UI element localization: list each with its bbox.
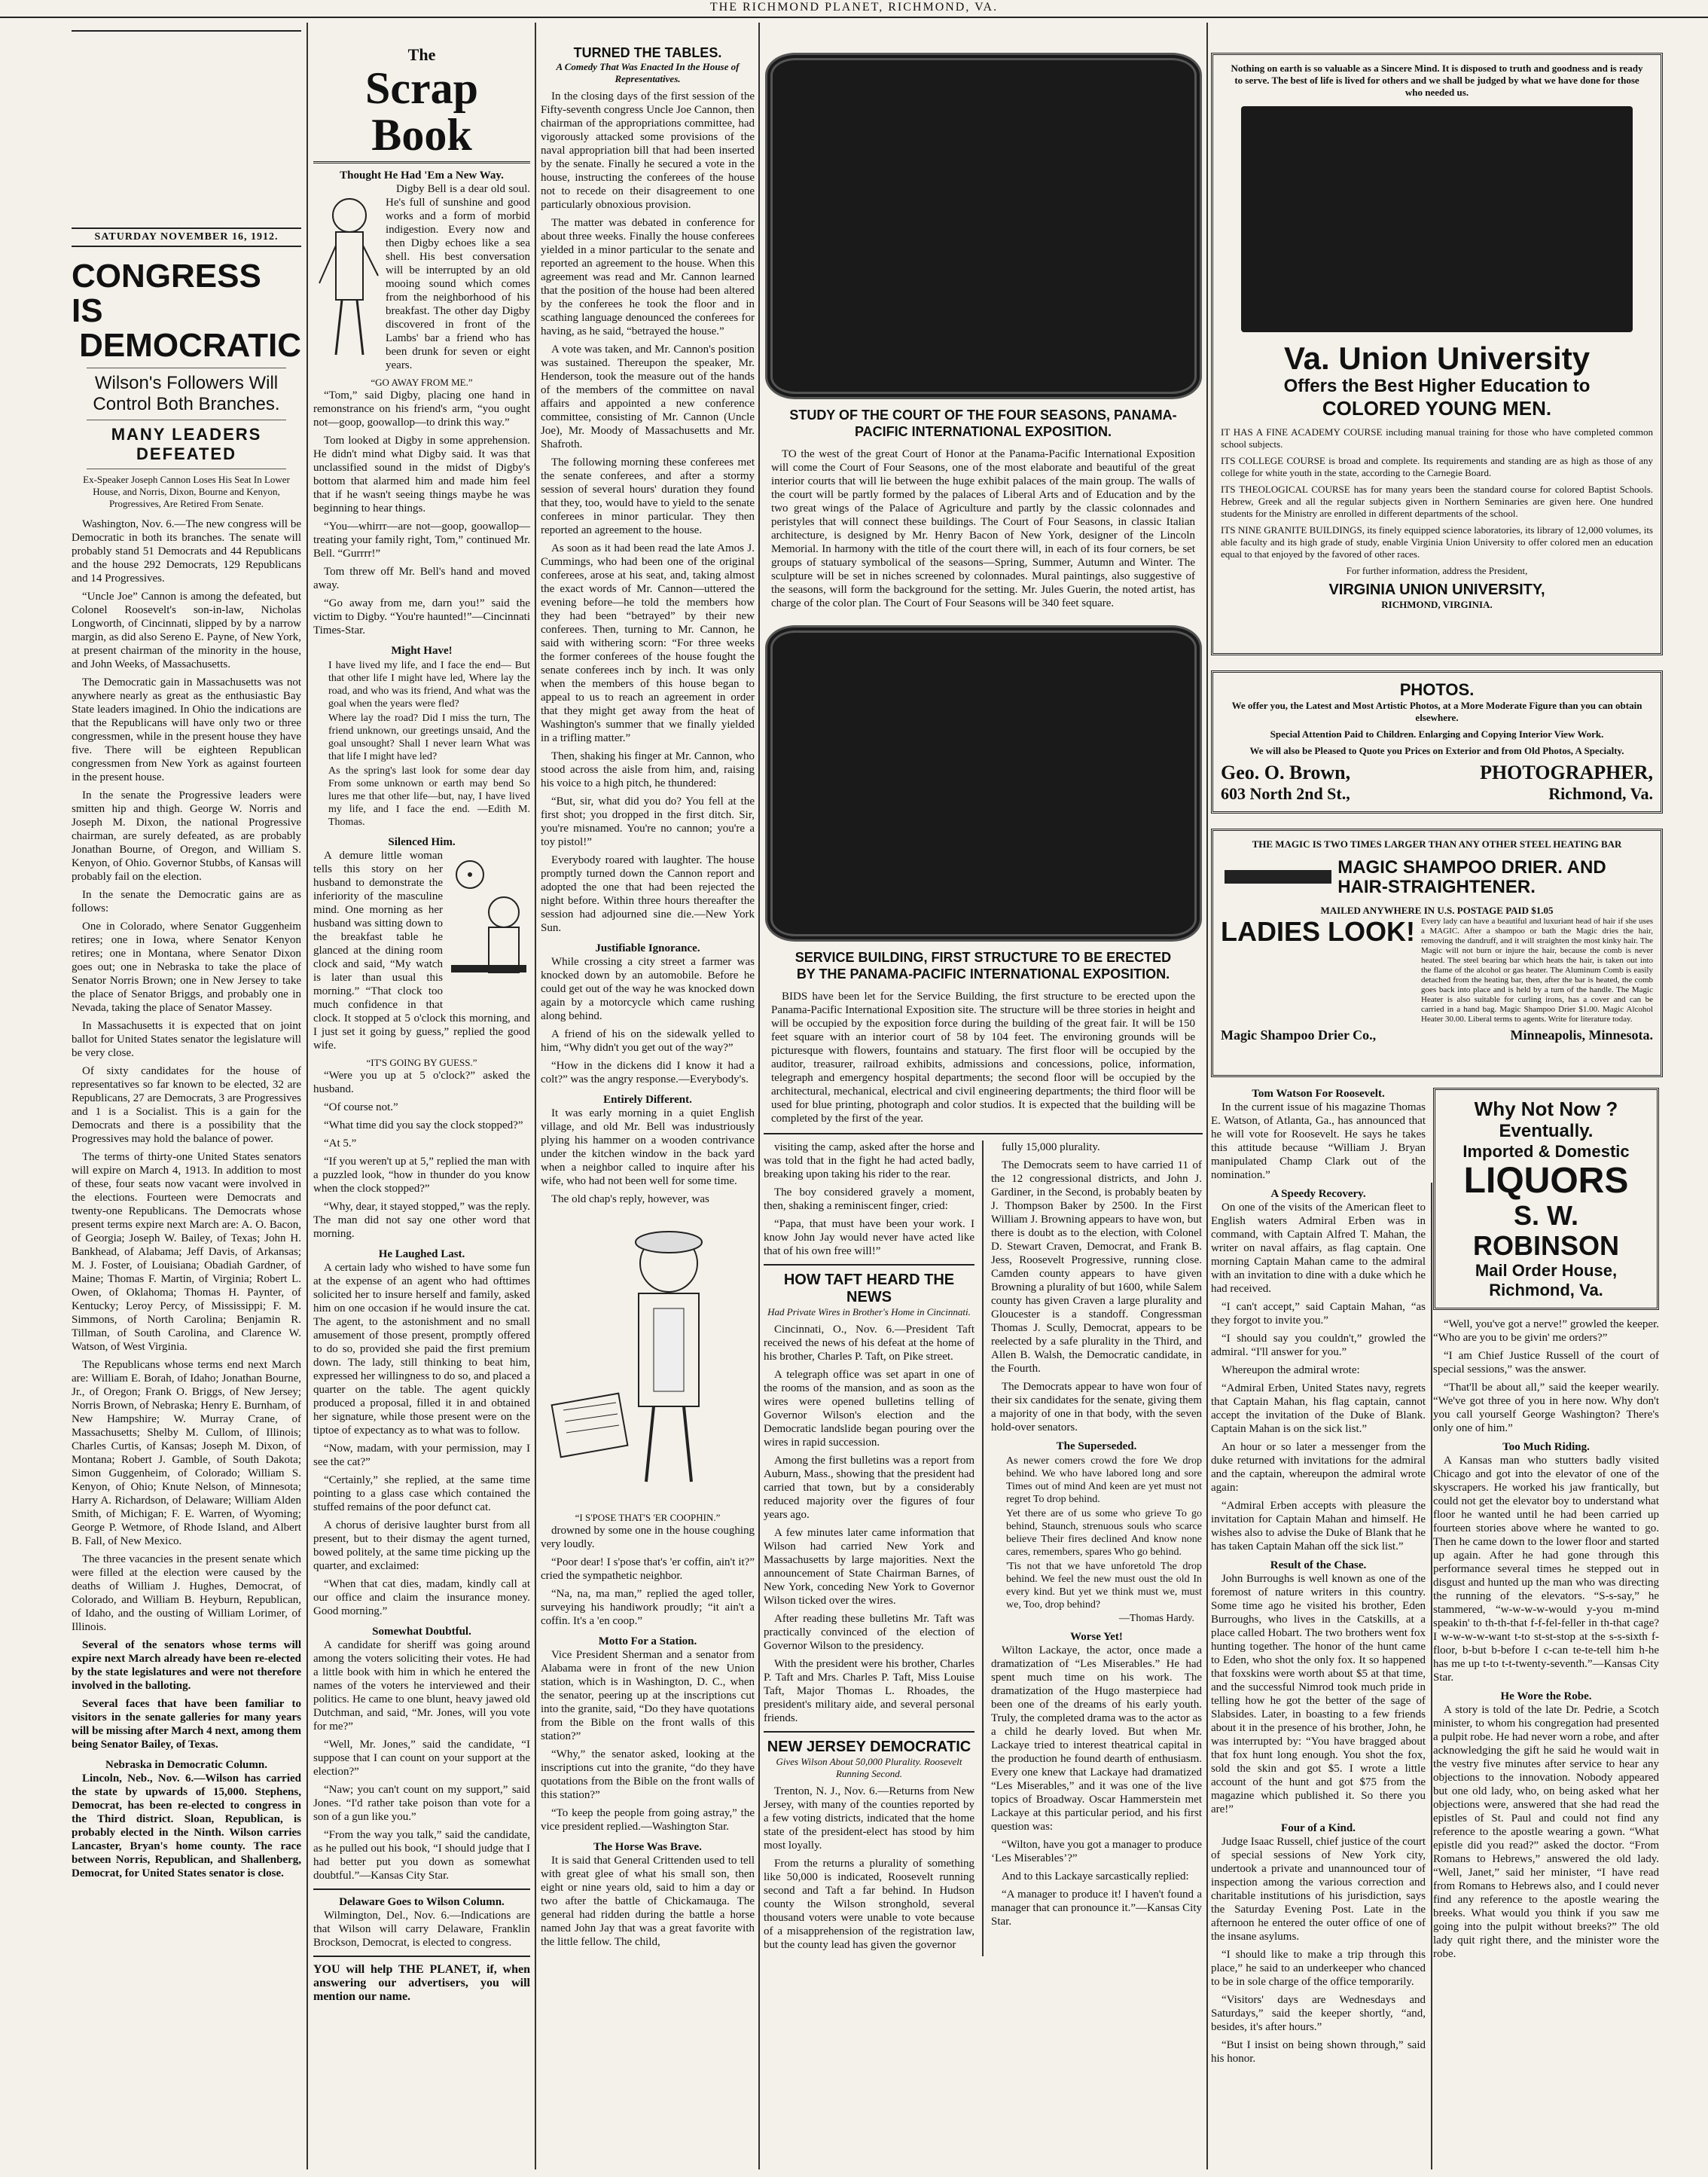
subhead: Motto For a Station. <box>598 1635 697 1647</box>
article-para: A chorus of derisive laughter burst from all present, but to their dismay the agent turned, bowed politely, at the same time picking up the quarter, and exclaimed: <box>313 1519 530 1572</box>
article-para: “When that cat dies, madam, kindly call at our office and claim the insurance money. Good morning.” <box>313 1578 530 1617</box>
university-tagline: Offers the Best Higher Education to <box>1283 376 1591 396</box>
magic-city: Minneapolis, Minnesota. <box>1510 1027 1653 1043</box>
caption: “IT'S GOING BY GUESS.” <box>366 1057 477 1068</box>
article-para: Of sixty candidates for the house of representatives so far known to be elected, 32 are Republicans, 27 are Democrats, 3 are Progressives and 1 is a Socialist. This is a gain for the Democrats and there is a possibility that the Progressives may hold the balance of power. <box>72 1065 301 1145</box>
ad-para: We will also be Pleased to Quote you Prices on Exterior and from Old Photos, A Specialty. <box>1249 745 1624 756</box>
article-para: The matter was debated in conference for about three weeks. Finally the house conferees yielded in a minor particular to the senate and reported an agreement to the house. When this agreement was read and Mr. Cannon learned that the position of the house had been altered by the conferees he took the floor and in scathing language denounced the conferees for having, as he said, “betrayed the house.” <box>541 217 755 337</box>
university-name: Va. Union University <box>1283 340 1591 376</box>
column-rule <box>982 1140 984 1956</box>
ad-intro: Nothing on earth is so valuable as a Sincere Mind. It is disposed to truth and goodness and is ready to serve. The best of life is lived for others and we shall be judged by what we have done for those who needed us. <box>1231 63 1643 98</box>
subhead: A Speedy Recovery. <box>1270 1188 1366 1200</box>
article-para: It is said that General Crittenden used to tell with great glee of what his small son, then eight or nine years old, said to him a day or two after the battle of Chickamauga. The general had ridden during the battle a horse named John Jay that was a great favorite with the little fellow. The child, <box>541 1855 755 1948</box>
cartoon-illustration <box>541 1211 755 1512</box>
subhead: Too Much Riding. <box>1502 1441 1590 1453</box>
article-para: In the senate the Progressive leaders were smitten hip and thigh. George W. Norris and Joseph M. Dixon, the national Progressive chairman, are surely defeated, as are probably Jonathan Bourne, of Oregon, and William S. Kenyon, of Ohio. Governor Stubbs, of Kansas will probably fail on the election. <box>72 789 301 883</box>
subhead: The Superseded. <box>1056 1440 1137 1452</box>
liquor-line: Mail Order House, <box>1475 1261 1618 1280</box>
service-building-photo <box>765 625 1202 942</box>
article-para: The following morning these conferees met the senate conferees, and after a stormy session of several hours' duration they found that they, too, would have to yield to the senate conferees in minor particular. They then reported an agreement to the house. <box>541 456 755 536</box>
photographer-ad <box>1211 670 1663 814</box>
article-para: A friend of his on the sidewalk yelled to him, “Why didn't you get out of the way?” <box>541 1028 755 1054</box>
drier-comb-icon <box>1221 855 1331 900</box>
article-para: “A manager to produce it! I haven't found a manager that can pronounce it.”—Kansas City Star. <box>991 1888 1202 1928</box>
article-para: A vote was taken, and Mr. Cannon's position was sustained. Thereupon the speaker, Mr. Henderson, took the measure out of the hands of the members of the committee on naval affairs and appointed a new conference committee, consisting of Mr. Cannon (Uncle Joe), Mr. Moody of Massachusetts and Mr. Shafroth. <box>541 343 755 450</box>
column-rule <box>535 23 536 2169</box>
ladies-look: LADIES LOOK! <box>1221 916 1415 947</box>
issue-date: SATURDAY NOVEMBER 16, 1912. <box>72 227 301 247</box>
scrapbook-title: Scrap Book <box>313 65 530 163</box>
article-para: “Poor dear! I s'pose that's 'er coffin, ain't it?” cried the sympathetic neighbor. <box>541 1556 755 1582</box>
deck-1: Wilson's Followers Will Control Both Branches. <box>93 373 280 414</box>
subhead: He Wore the Robe. <box>1500 1690 1592 1702</box>
article-para: “Na, na, ma man,” replied the aged toller, surveying his handiwork proudly; “it ain't a coffin. It's a 'en coop.” <box>541 1588 755 1627</box>
article-para: Wilmington, Del., Nov. 6.—Indications are that Wilson will carry Delaware, Franklin Brockson, Democrat, is elected to congress. <box>313 1910 530 1949</box>
headline: TURNED THE TABLES. <box>573 45 722 60</box>
verse: As newer comers crowd the fore We drop behind. We who have labored long and sore Times out of mind And keen are yet must not regret To drop behind. <box>1006 1455 1202 1505</box>
article-para: “What time did you say the clock stopped?” <box>324 1119 523 1131</box>
article-para: A candidate for sheriff was going around among the voters soliciting their votes. He had a little book with him in which he entered the names of the voters he interviewed and their politics. He came to one blunt, heavy jawed old Dutchman, and said, “Mr. Jones, will you vote for me?” <box>313 1639 530 1733</box>
ad-para: ITS COLLEGE COURSE is broad and complete. Its requirements and standing are as high as those of any college for white youth in the state, according to the Carnegie Board. <box>1221 455 1653 478</box>
photographer-address: 603 North 2nd St., <box>1221 784 1350 803</box>
caption: “I S'POSE THAT'S 'ER COOPHIN.” <box>575 1512 721 1523</box>
subhead: Thought He Had 'Em a New Way. <box>340 169 504 182</box>
magic-footer <box>1221 1027 1653 1043</box>
article-para: It was early morning in a quiet English village, and old Mr. Bell was industriously plying his hammer on a wooden contrivance under the kitchen window in the back yard when a neighbor called to inquire after his wife, who had not been well for some time. <box>541 1107 755 1187</box>
column-5 <box>1211 30 1663 2169</box>
ad-para: ITS NINE GRANITE BUILDINGS, its finely equipped science laboratories, its library of 12,000 volumes, its able faculty and its high grade of study, enable Virginia Union University to offer colored men an education equal to that enjoyed by the favored of other races. <box>1221 524 1653 560</box>
verse: I have lived my life, and I face the end— But that other life I might have led, Where lay the road, and who was its friend, And what was the goal when the years were fled? <box>328 660 530 710</box>
subhead: Justifiable Ignorance. <box>595 942 700 954</box>
lower-left <box>764 1140 974 1956</box>
col5-lower <box>1211 1088 1663 2070</box>
magic-mailed: MAILED ANYWHERE IN U.S. POSTAGE PAID $1.05 <box>1320 905 1554 916</box>
article-para: Among the first bulletins was a report from Auburn, Mass., showing that the president had carried that town, but by a considerably reduced majority over the figures of four years ago. <box>764 1455 974 1521</box>
liquor-line: LIQUORS <box>1463 1161 1629 1201</box>
article-para: Cincinnati, O., Nov. 6.—President Taft received the news of his defeat at the home of his brother, Charles P. Taft, on Pike street. <box>764 1324 974 1363</box>
article-para: “How in the dickens did I know it had a colt?” was the angry response.—Everybody's. <box>541 1060 755 1085</box>
article-para: John Burroughs is well known as one of the foremost of nature writers in this country. Some time ago he visited his brother, Eden Burroughs, who lives in the Catskills, at a place called Hobart. The two brothers went fox hunting together. The honor of the hunt came to Eden, who shot the only fox. It so happened that foxskins were worth about $5 at that time, and the successful Nimrod took much pride in telling how he got the better of the sage of Slabsides. Later, in boasting to a few friends about it in the presence of his brother, John, he was interrupted by: “You have bragged about that fox hunt long enough. You shot the fox, sold the skin and got $5. I wrote a little account of the hunt and got $75 from the magazine which published it. So there you are!” <box>1211 1573 1426 1815</box>
article-para: Digby Bell is a dear old soul. He's full of sunshine and good works and a form of morbid indigestion. Every now and then Digby echoes like a sea shell. His best conversation will be interrupted by an old mooing sound which comes from the neighborhood of his breakfast. The other day Digby discovered in front of the Lambs' bar a friend who has been drunk for seven or eight years. <box>386 183 530 371</box>
magic-company: Magic Shampoo Drier Co., <box>1221 1027 1377 1043</box>
magic-body <box>1221 917 1653 1024</box>
column-2 <box>313 30 530 2169</box>
article-para: “You—whirrr—are not—goop, goowallop—treating your family right, Tom,” continued Mr. Bell. “Gurrrr!” <box>313 521 530 560</box>
ad-para: IT HAS A FINE ACADEMY COURSE including manual training for those who have completed common school subjects. <box>1221 426 1653 450</box>
article-para: As soon as it had been read the late Amos J. Cummings, who had been one of the original conferees, arose at his seat, and, taking almost the exact words of Mr. Cannon—uttered the evening before—he told the members how they had been “betrayed” by their new conferees. Then, turning to Mr. Cannon, he said with withering scorn: “For three weeks the former conferees of the house fought the senate conferees inch by inch. It was only when the members of this house began to appeal to us to reach an agreement in order that they might get away from the heat of Washington's summer that we finally yielded in a trifling matter.” <box>541 542 755 744</box>
article-para: And to this Lackaye sarcastically replied: <box>1002 1870 1189 1882</box>
article-para: A demure little woman tells this story on her husband to demonstrate the inferiority of the masculine mind. One morning as her husband was sitting down to the breakfast table he glanced at the dining room clock and said, “My watch is later than usual this morning.” “That clock too much confidence in that clock. It stopped at 5 o'clock this morning, and I just set it going by guess,” replied the good wife. <box>313 850 530 1052</box>
liquor-line: S. W. ROBINSON <box>1472 1200 1619 1261</box>
liquor-line: Eventually. <box>1499 1121 1594 1141</box>
article-para: Washington, Nov. 6.—The new congress will be Democratic in both its branches. The senate will probably stand 51 Democrats and 44 Republicans and the house 292 Democrats, 129 Republicans and 14 Progressives. <box>72 518 301 585</box>
court-four-seasons-photo <box>765 53 1202 399</box>
article-para: Several faces that have been familiar to visitors in the senate galleries for many years will be missing after March 4 next, among them being Senator Bailey, of Texas. <box>72 1698 301 1751</box>
column-rule <box>1206 23 1208 2169</box>
article-para: The three vacancies in the present senate which were filled at the election were caused by the deaths of William J. Hughes, Democrat, of Colorado, and William B. Heyburn, Republican, of Idaho, and the ousting of William Lorimer, of Illinois. <box>72 1553 301 1633</box>
magic-top: THE MAGIC IS TWO TIMES LARGER THAN ANY OTHER STEEL HEATING BAR <box>1252 838 1622 850</box>
verse: Where lay the road? Did I miss the turn, The friend unknown, our greetings unsaid, And the goal unsought? Shall I never learn What was that life I might have led? <box>328 713 530 762</box>
article-para: “That'll be about all,” said the keeper wearily. “We've got three of you in here now. Why don't you call yourself George Washington? There's only one of him.” <box>1433 1382 1659 1434</box>
cartoon-illustration <box>447 852 530 1003</box>
headline: SERVICE BUILDING, FIRST STRUCTURE TO BE ERECTED BY THE PANAMA-PACIFIC INTERNATIONAL EXPOSITION. <box>795 950 1172 982</box>
article-para: “Why,” the senator asked, looking at the inscriptions cut into the granite, “do they have quotations from the Bible on the front walls of this station?” <box>541 1748 755 1801</box>
subhead: Delaware Goes to Wilson Column. <box>339 1896 505 1908</box>
article-para: “At 5.” <box>324 1137 357 1150</box>
article-para: A telegraph office was set apart in one of the rooms of the mansion, and as soon as the wires were opened bulletins telling of Governor Wilson's election and the Democratic landslide began pouring over the wires in rapid succession. <box>764 1369 974 1449</box>
article-para: A few minutes later came information that Wilson had carried New York and Massachusetts by large majorities. Next the announcement of State Chairman Barnes, of New York, conceding New York to Governor Wilson ticked over the wires. <box>764 1527 974 1607</box>
article-para: From the returns a plurality of something like 50,000 is indicated, Roosevelt running second and Taft a far behind. In Hudson county the Wilson stronghold, several thousand voters were unable to vote because of a misapprehension of the registration law, but the county lead has given the governor <box>764 1858 974 1951</box>
magic-banner <box>1221 855 1653 900</box>
lower-right <box>991 1140 1202 1956</box>
headline-2: DEMOCRATIC <box>79 327 301 364</box>
article-para: “Were you up at 5 o'clock?” asked the husband. <box>313 1070 530 1095</box>
subhead: Tom Watson For Roosevelt. <box>1252 1088 1385 1100</box>
article-para: In the senate the Democratic gains are as follows: <box>72 889 301 914</box>
article-para: Everybody roared with laughter. The house promptly turned down the Cannon report and adopted the one that had been rejected the night before. Within three hours thereafter the session had adjourned sine die.—New York Sun. <box>541 854 755 934</box>
article-para: visiting the camp, asked after the horse and was told that in the fight he had acted badly, breaking upon taking his rider to the rear. <box>764 1141 974 1180</box>
article-para: “Certainly,” she replied, at the same time pointing to a glass case which contained the stuffed remains of the poor defunct cat. <box>313 1474 530 1513</box>
article-para: One in Colorado, where Senator Guggenheim retires; one in Iowa, where Senator Kenyon retires; one in Montana, where Senator Dixon goes out; one in Nebraska to take the place of Senator Norris Brown; one in New Jersey to take the place of Senator Briggs, and probably one in Nevada, taking the place of Senator Massey. <box>72 921 301 1014</box>
magic-name: MAGIC SHAMPOO DRIER. AND HAIR-STRAIGHTENER. <box>1337 857 1606 897</box>
article-para: “To keep the people from going astray,” the vice president replied.—Washington Star. <box>541 1807 755 1833</box>
article-para: The Republicans whose terms end next March are: William E. Borah, of Idaho; Jonathan Bourne, Jr., of Oregon; Frank O. Briggs, of New Jersey; Norris Brown, of Nebraska; Henry E. Burnham, of New Hampshire; W. Murray Crane, of Massachusetts; Shelby M. Cullom, of Illinois; Charles Curtis, of Kansas; Joseph M. Dixon, of Montana; Robert J. Gamble, of South Dakota; Simon Guggenheim, of Colorado; William S. Kenyon, of Ohio; Knute Nelson, of Minnesota; Harry A. Richardson, of Delaware; William Alden Smith, of Michigan; F. E. Warren, of Wyoming; George P. Wetmore, of Rhode Island, and Albert B. Fall, of New Mexico. <box>72 1359 301 1547</box>
verse: Yet there are of us some who grieve To go behind, Staunch, strenuous souls who scarce believe Their fires declined And know none cares, remembers, spares Who go behind. <box>1006 1508 1202 1558</box>
deck: Gives Wilson About 50,000 Plurality. Roosevelt Running Second. <box>776 1756 962 1779</box>
deck-3: Ex-Speaker Joseph Cannon Loses His Seat In Lower House, and Norris, Dixon, Bourne and Kenyon, Progressives, Are Retired From Senate. <box>83 474 290 509</box>
article-para: “Tom,” said Digby, placing one hand in remonstrance on his friend's arm, “you ought not—goop, goowallop—to drink this way.” <box>313 389 530 429</box>
article-para: The old chap's reply, however, was <box>551 1193 709 1205</box>
ad-para: Special Attention Paid to Children. Enlarging and Copying Interior View Work. <box>1270 728 1604 740</box>
article-para: TO the west of the great Court of Honor at the Panama-Pacific International Exposition will come the Court of Four Seasons, one of the most elaborate and beautiful of the great interior courts that will lie between the huge exhibit palaces of the main group. The walls of the court will be partly formed by the palaces of Liberal Arts and of Education and by the two great wings of the Palace of Agriculture and partly by the classic colonnades and peristyles that will connect these buildings. The Court of Four Seasons, in classic Italian architecture, is designed by Mr. Henry Bacon of New York, designer of the Lincoln Memorial. In harmony with the title of the court there will, in each of its four corners, be set groups of statuary symbolical of the seasons—Spring, Summer, Autumn and Winter. The sculpture will be set in niches screened by colonnades. Mural paintings, also suggestive of the seasons, will form the background for the setting. Mr. Jules Guerin, the noted artist, has charge of the color plan. The Court of Four Seasons will be 340 feet square. <box>771 448 1195 609</box>
article-para: The terms of thirty-one United States senators will expire on March 4, 1913. In addition to most of these, four seats now vacant were involved in the elections. Fourteen were Democrats and twenty-one Republicans. The Democrats whose present terms expire next March are: A. O. Bacon, of Georgia; Joseph W. Bailey, of Texas; John H. Bankhead, of Alabama; Jeff Davis, of Arkansas; M. J. Foster, of Louisiana; Obadiah Gardner, of Maine; Thomas F. Martin, of Virginia; Robert L. Owen, of Oklahoma; Thomas H. Paynter, of Kentucky; Leroy Percy, of Mississippi; F. M. Simmons, of North Carolina; Benjamin R. Tillman, of South Carolina, and Clarence W. Watson, of West Virginia. <box>72 1151 301 1353</box>
column-rule <box>758 23 760 2169</box>
subhead: Four of a Kind. <box>1281 1822 1356 1834</box>
deck: Had Private Wires in Brother's Home in Cincinnati. <box>767 1306 971 1317</box>
article-para: “I should say you couldn't,” growled the admiral. “I'll answer for you.” <box>1211 1333 1426 1358</box>
university-photo <box>1241 106 1633 332</box>
deck-2: MANY LEADERS DEFEATED <box>111 425 262 463</box>
article-para: Tom looked at Digby in some apprehension. He didn't mind what Digby said. It was that unclassified sound in the midst of Digby's bottom that alarmed him and made him feel that if he wasn't seeing things maybe he was beginning to hear things. <box>313 435 530 514</box>
article-para: Judge Isaac Russell, chief justice of the court of special sessions of New York city, undertook a private and unannounced tour of inspection among the various correction and charitable institutions of his jurisdiction, says the Saturday Evening Post. Late in the afternoon he entered the outer office of one of the insane asylums. <box>1211 1836 1426 1943</box>
headline: STUDY OF THE COURT OF THE FOUR SEASONS, PANAMA-PACIFIC INTERNATIONAL EXPOSITION. <box>789 408 1177 439</box>
university-tagline: COLORED YOUNG MEN. <box>1322 397 1552 420</box>
article-para: “Uncle Joe” Cannon is among the defeated, but Colonel Roosevelt's son-in-law, Nicholas Longworth, of Cincinnati, slipped by by a narrow margin, as did also Sereno E. Payne, of New York, at present chairman of the minority in the house, and John Weeks, of Massachusetts. <box>72 591 301 670</box>
article-para: On one of the visits of the American fleet to English waters Admiral Erben was in command, with Captain Alfred T. Mahan, the writer on naval affairs, as flag captain. One morning Captain Mahan came to the admiral with an invitation to dine with a duke which he had received. <box>1211 1201 1426 1295</box>
article-para: “Well, Mr. Jones,” said the candidate, “I suppose that I can count on your support at the election?” <box>313 1739 530 1778</box>
article-para: “Wilton, have you got a manager to produce ‘Les Miserables’?” <box>991 1839 1202 1864</box>
article-para: The Democrats seem to have carried 11 of the 12 congressional districts, and John J. Gardiner, in the Second, is probably beaten by J. Thompson Baker by 2500. In the First William J. Browning appears to have won, but there is doubt as to the election, with Colonel D. Stewart Craven, Democrat, and Frank B. Jess, Roosevelt Progressive, running close. Camden county appears to have given Browning a plurality of but 1600, while Salem county has given Craven a large plurality and Gloucester is a standoff. Congressman Thomas J. Scully, Democrat, appears to be reelected by a safe plurality in the Third, and Allen B. Walsh, the Democratic candidate, in the Fourth. <box>991 1159 1202 1375</box>
photographer-title: PHOTOGRAPHER, <box>1480 762 1653 783</box>
article-para: BIDS have been let for the Service Building, the first structure to be erected upon the Panama-Pacific International Exposition site. The structure will be three stories in height and will be occupied by the exposition force during the building of the great fair. It will be 150 feet square with an interior court of 58 by 104 feet. The environing grounds will be picturesque with flowers, fountains and statuary. The first floor will be occupied by the auditor, treasurer, railroad exhibits, admissions and concessions, police, information, telegraph and emergency hospital departments; the second floor will be occupied by the architectural, mechanical, electrical and civil engineering departments; the third floor will be used for blue printing, photograph and color studios. It is expected that the building will be completed by the first of the year. <box>771 991 1195 1125</box>
article-para: In Massachusetts it is expected that on joint ballot for United States senator the legislature will be very close. <box>72 1020 301 1059</box>
article-para: “I can't accept,” said Captain Mahan, “as they forgot to invite you.” <box>1211 1301 1426 1327</box>
headline-1: CONGRESS IS <box>72 258 261 329</box>
article-para: Several of the senators whose terms will expire next March already have been re-elected by the state legislatures and were not therefore involved in the balloting. <box>72 1639 301 1692</box>
column-4 <box>764 30 1203 2169</box>
subhead: The Horse Was Brave. <box>593 1841 702 1853</box>
magic-drier-ad <box>1211 829 1663 1077</box>
ad-para: We offer you, the Latest and Most Artistic Photos, at a More Moderate Figure than you can obtain elsewhere. <box>1231 700 1642 723</box>
subhead: Somewhat Doubtful. <box>372 1626 471 1638</box>
signature: —Thomas Hardy. <box>1118 1613 1194 1624</box>
article-para: “But I insist on being shown through,” said his honor. <box>1211 2039 1426 2065</box>
column-3 <box>541 30 755 2169</box>
article-para: A story is told of the late Dr. Pedrie, a Scotch minister, to whom his congregation had presented a pulpit robe. He had never worn a robe, and after acknowledging the gift he said he would wait in the vestry five minutes after service to hear any objections to the innovation. Nobody appeared but one old lady, who, on being asked what her objections were, answered that she had read the epistles of St. Paul and could not find any reference to the apostle wearing a gown. “What epistle did you read?” asked the doctor. “From Romans to Hebrews,” answered the old lady. “Well, Janet,” said her minister, “I have read from Romans to Hebrews also, and I could never find any reference to the apostle wearing the breeks. What would you think if you saw me going into the pulpit without breeks?” The old lady quit right there, and the minister wore the robe. <box>1433 1704 1659 1960</box>
masthead: THE RICHMOND PLANET, RICHMOND, VA. <box>0 0 1708 18</box>
column-rule <box>307 23 308 2169</box>
article-para: drowned by some one in the house coughing very loudly. <box>541 1525 755 1550</box>
photos-heading: PHOTOS. <box>1399 680 1475 699</box>
deck: A Comedy That Was Enacted In the House of Representatives. <box>556 61 740 84</box>
subhead: Result of the Chase. <box>1270 1559 1367 1571</box>
scrapbook-the: The <box>407 45 436 64</box>
subhead: He Laughed Last. <box>378 1248 465 1260</box>
article-para: While crossing a city street a farmer was knocked down by an automobile. Before he could get out of the way he was knocked down again by a motorcycle which came rushing along behind. <box>541 956 755 1022</box>
article-para: “Now, madam, with your permission, may I see the cat?” <box>313 1443 530 1468</box>
subhead: Silenced Him. <box>388 836 456 848</box>
article-para: “Why, dear, it stayed stopped,” was the reply. The man did not say one other word that morning. <box>313 1201 530 1240</box>
article-para: “From the way you talk,” said the candidate, as he pulled out his book, “I should judge that I had better put you down as somewhat doubtful.”—Kansas City Star. <box>313 1829 530 1882</box>
article-para: “Well, you've got a nerve!” growled the keeper. “Who are you to be givin' me orders?” <box>1433 1318 1659 1344</box>
col6 <box>1433 1088 1659 2070</box>
ad-para: ITS THEOLOGICAL COURSE has for many years been the standard course for colored Baptist Schools. Hebrew, Greek and all the regular subjects given in Northern Seminaries are given here. One hundred students for the Ministry are enrolled in different departments of the school. <box>1221 484 1653 519</box>
photographer-address-line <box>1221 784 1653 804</box>
article-para: Then, shaking his finger at Mr. Cannon, who stood across the aisle from him, and, raising his voice to a high pitch, he thundered: <box>541 750 755 789</box>
article-para: The Democratic gain in Massachusetts was not anywhere nearly as great as the enthusiastic Bay State leaders imagined. In Ohio the indications are that the Republicans will have only two or three congressmen, while in the present house they have five. There will be eighteen Republican congressmen from New York as against fourteen in the present house. <box>72 676 301 783</box>
article-para: Wilton Lackaye, the actor, once made a dramatization of “Les Miserables.” He had spent much time on his work. The dramatization of the Hugo masterpiece had been one of the dreams of his early youth. Truly, the completed drama was to the actor as a child he dearly loved. But when Mr. Lackaye tried to interest theatrical capital in the production he found dearth of enthusiasm. Every one knew that Lackaye had dramatized “Les Miserables,” and it was one of the live topics of Broadway. Oscar Hammerstein met Lackaye at this particular period, and his first question was: <box>991 1644 1202 1833</box>
photographer-city: Richmond, Va. <box>1548 784 1653 803</box>
article-para: A Kansas man who stutters badly visited Chicago and got into the elevator of one of the skyscrapers. He worked his jaw frantically, but could not get the elevator boy to understand what floor he wanted until he had been carried up fourteen stories above where he wanted to go. Then he came down to the lower floor and started up again. After he had gone through this performance several times he stepped out in disgust and hunted up the man who was directing the running of the elevators. “S-s-say,” he stammered, “w-w-w-w-would y-you m-mind speakin' to th-th-that f-f-fel-feller in th-that cage? I w-w-w-w-want t-to st-st-stop at the s-s-sixth f-floor, b-but b-before I c-can te-te-tell him h-he has me up t-to t-t-twenty-seventh.”—Kansas City Star. <box>1433 1455 1659 1684</box>
article-para: The boy considered gravely a moment, then, shaking a reminiscent finger, cried: <box>764 1186 974 1212</box>
article-para: “Naw; you can't count on my support,” said Jones. “I'd rather take poison than vote for a son of a gun like you.” <box>313 1784 530 1823</box>
photographer-name: Geo. O. Brown, <box>1221 762 1351 783</box>
article-para: “I am Chief Justice Russell of the court of special sessions,” was the answer. <box>1433 1350 1659 1376</box>
subhead: Worse Yet! <box>1070 1631 1123 1643</box>
university-city: RICHMOND, VIRGINIA. <box>1381 599 1493 610</box>
ad-para: For further information, address the President, <box>1346 565 1528 576</box>
subhead: Nebraska in Democratic Column. <box>105 1759 267 1771</box>
liquor-line: Why Not Now ? <box>1474 1098 1618 1120</box>
verse: 'Tis not that we have unforetold The drop behind. We feel the new must oust the old In every kind. But yet we think must we, must we, Too, drop behind? <box>1006 1561 1202 1611</box>
article-para: Whereupon the admiral wrote: <box>1222 1364 1360 1376</box>
article-para: “I should like to make a trip through this place,” he said to an underkeeper who chanced to be in sole charge of the office temporarily. <box>1211 1949 1426 1988</box>
article-para: Vice President Sherman and a senator from Alabama were in front of the new Union station, which is in Washington, D. C., when the senator, peering up at the inscriptions cut into the granite, said, “Do they have quotations from the Bible on the front walls of this station?” <box>541 1649 755 1742</box>
article-para: “Go away from me, darn you!” said the victim to Digby. “You're haunted!”—Cincinnati Times-Star. <box>313 597 530 637</box>
headline: NEW JERSEY DEMOCRATIC <box>767 1739 971 1755</box>
liquor-line: Imported & Domestic <box>1462 1142 1630 1161</box>
subhead: Might Have! <box>391 645 453 657</box>
liquor-ad <box>1433 1088 1659 1310</box>
headline: HOW TAFT HEARD THE NEWS <box>783 1272 955 1305</box>
article-para: “Visitors' days are Wednesdays and Saturdays,” said the keeper shortly, “and, besides, it's after hours.” <box>1211 1994 1426 2033</box>
ad-para: Every lady can have a beautiful and luxuriant head of hair if she uses a MAGIC. After a shampoo or bath the Magic dries the hair, removing the dandruff, and it will straighten the most kinky hair. The Magic will not burn or injure the hair, because the comb is never heated. The steel bearing bar which heats the hair, is taken out into the flame of the alcohol or gas heater. The Aluminum Comb is easily detached from the heating bar, then, after the bar is heated, the comb goes back into place and is held by a turn of the handle. The Magic Heater is also suitable for curling irons, has a cover and can be carried in a hand bag. Magic Shampoo Drier $1.00. Magic Alcohol Heater 30.00. Liberal terms to agents. Write for literature today. <box>1421 917 1653 1024</box>
article-para: “Of course not.” <box>324 1101 398 1113</box>
article-para: “Admiral Erben accepts with pleasure the invitation for Captain Mahan and himself. He wishes also to advise the Duke of Blank that he has taken Captain Mahan off the sick list.” <box>1211 1500 1426 1553</box>
article-para: A certain lady who wished to have some fun at the expense of an agent who had ofttimes solicited her to insure herself and family, asked him on one occasion if he would insure the cat. The agent, to the astonishment and no small amusement of those present, promptly offered to do so, provided she paid the first premium down. The lady, still thinking to beat him, expressed her willingness to do so, and placed a quarter on the table. The agent quickly produced a proposal, filled it in and obtained her signature, while those present were on the tiptoe of expectancy as to what was to follow. <box>313 1262 530 1437</box>
column-1 <box>72 30 301 2169</box>
article-para: “But, sir, what did you do? You fell at the first shot; you dropped in the first ditch. Sir, you're misnamed. You're no cannon; you're a toy pistol!” <box>541 795 755 848</box>
caption: “GO AWAY FROM ME.” <box>371 377 473 388</box>
article-para: After reading these bulletins Mr. Taft was practically convinced of the election of Governor Wilson to the presidency. <box>764 1613 974 1652</box>
article-para: Trenton, N. J., Nov. 6.—Returns from New Jersey, with many of the counties reported by a few voting districts, indicated that the home state of the president-elect has stood by him most loyally. <box>764 1785 974 1852</box>
article-para: fully 15,000 plurality. <box>1002 1141 1100 1153</box>
university-signature: VIRGINIA UNION UNIVERSITY, <box>1328 582 1545 598</box>
photographer-line <box>1221 762 1653 784</box>
article-para: In the current issue of his magazine Thomas E. Watson, of Atlanta, Ga., has announced that he will vote for Roosevelt. He says he takes this attitude because “William J. Bryan manipulated Champ Clark out of the nomination.” <box>1211 1101 1426 1181</box>
lower-split <box>764 1140 1203 1956</box>
university-ad <box>1211 53 1663 655</box>
planet-notice: YOU will help THE PLANET, if, when answering our advertisers, you will mention our name. <box>313 1963 530 2003</box>
article-para: With the president were his brother, Charles P. Taft and Mrs. Charles P. Taft, Miss Louise Taft, Major Thomas L. Rhoades, the president's military aide, and several personal friends. <box>764 1658 974 1724</box>
article-para: “Admiral Erben, United States navy, regrets that Captain Mahan, his flag captain, cannot accept the invitation of the Duke of Blank. Captain Mahan is on the sick list.” <box>1211 1382 1426 1435</box>
cartoon-illustration <box>313 185 381 366</box>
article-para: Lincoln, Neb., Nov. 6.—Wilson has carried the state by upwards of 15,000. Stephens, Democrat, has been re-elected to congress in the Third district. Sloan, Republican, is probably elected in the Ninth. Wilson carries Lancaster, Bryan's home county. The race between Norris, Republican, and Shallenberg, Democrat, for United States senator is close. <box>72 1772 301 1879</box>
article-para: “If you weren't up at 5,” replied the man with a puzzled look, “how in thunder do you know when the clock stopped?” <box>313 1156 530 1195</box>
liquor-line: Richmond, Va. <box>1489 1281 1603 1299</box>
article-para: “Papa, that must have been your work. I know John Jay would never have acted like that of his own free will!” <box>764 1218 974 1257</box>
subhead: Entirely Different. <box>603 1094 692 1106</box>
article-para: Tom threw off Mr. Bell's hand and moved away. <box>313 566 530 591</box>
article-para: An hour or so later a messenger from the duke returned with invitations for the admiral and the captain, whereupon the admiral wrote again: <box>1211 1441 1426 1494</box>
verse: As the spring's last look for some dear day From some unknown or earth may bend So lures me that other life—but, nay, I have lived my life, and I face the end. —Edith M. Thomas. <box>328 765 530 828</box>
article-para: In the closing days of the first session of the Fifty-seventh congress Uncle Joe Cannon, then chairman of the appropriations committee, had vigorously attacked some provisions of the naval appropriation bill that had been inserted by the senate. Finally he secured a vote in the house, instructing the conferees of the house not to recede on their disagreement to one particularly obnoxious provision. <box>541 90 755 211</box>
col5-lower-left <box>1211 1088 1426 2070</box>
article-para: The Democrats appear to have won four of their six candidates for the senate, giving them a majority of one in that body, with the seven hold-over senators. <box>991 1381 1202 1434</box>
